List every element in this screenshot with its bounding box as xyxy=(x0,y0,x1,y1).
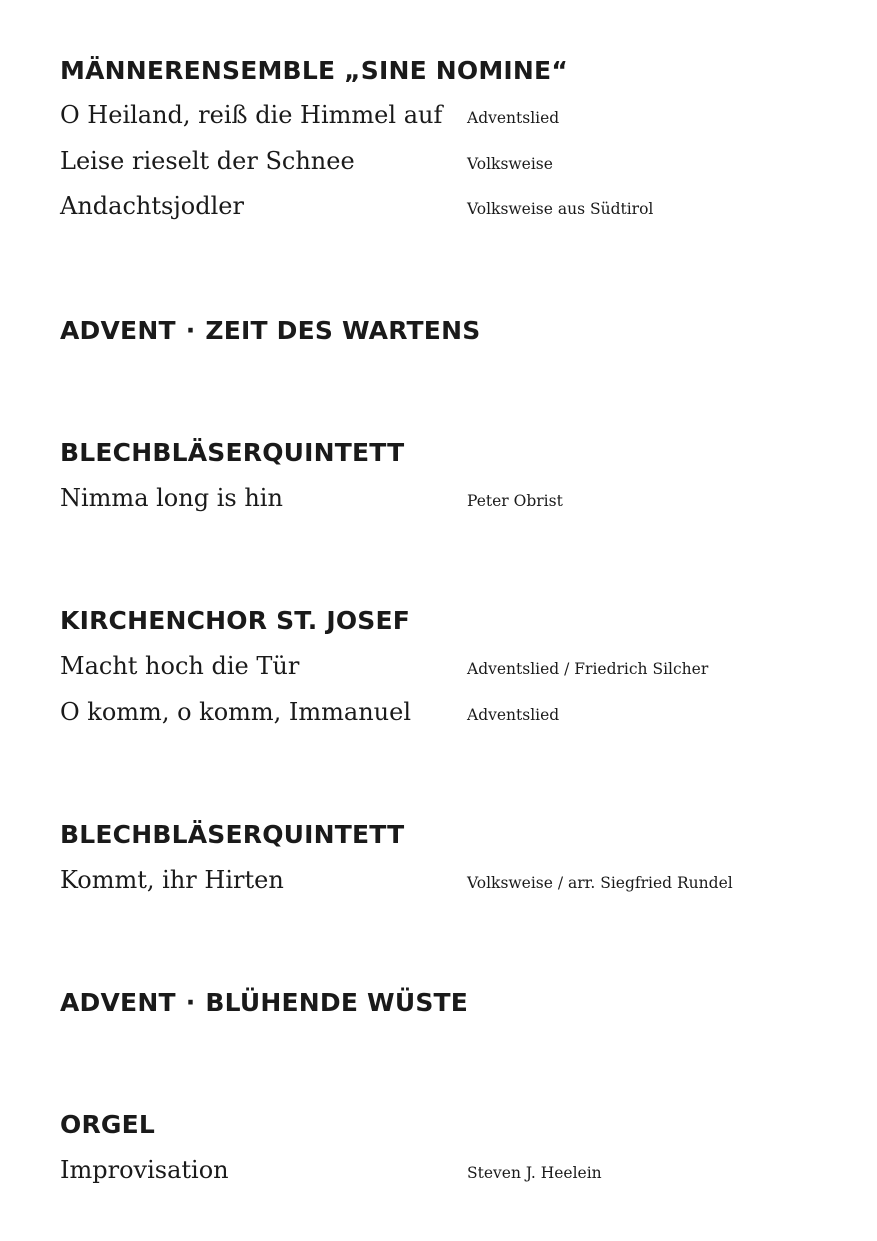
piece-composer: Adventslied / Friedrich Silcher xyxy=(467,660,709,678)
program-item xyxy=(60,865,840,911)
piece-title: Improvisation xyxy=(60,1156,229,1184)
program-item xyxy=(60,651,840,697)
program-section-blechblaeser-1 xyxy=(60,438,840,529)
section-heading: BLECHBLÄSERQUINTETT xyxy=(60,820,405,849)
program-item xyxy=(60,146,840,192)
program-section-kirchenchor xyxy=(60,606,840,742)
program-section-orgel xyxy=(60,1110,840,1201)
section-heading: MÄNNERENSEMBLE „SINE NOMINE“ xyxy=(60,56,568,85)
piece-title: O komm, o komm, Immanuel xyxy=(60,697,412,726)
piece-title: Andachtsjodler xyxy=(60,192,244,220)
piece-composer: Peter Obrist xyxy=(467,492,563,510)
piece-composer: Steven J. Heelein xyxy=(467,1164,602,1182)
section-heading xyxy=(60,988,840,1018)
separator-dot: · xyxy=(185,316,196,345)
program-item xyxy=(60,697,840,743)
piece-composer: Adventslied xyxy=(467,109,560,127)
heading-part-b: BLÜHENDE WÜSTE xyxy=(205,988,469,1017)
program-item xyxy=(60,100,840,146)
piece-title: Kommt, ihr Hirten xyxy=(60,866,284,894)
piece-title: O Heiland, reiß die Himmel auf xyxy=(60,101,443,129)
heading-part-a: ADVENT xyxy=(60,316,176,345)
program-section-maennerensemble xyxy=(60,56,840,237)
piece-composer: Adventslied xyxy=(467,705,560,724)
section-heading: KIRCHENCHOR ST. JOSEF xyxy=(60,606,411,635)
piece-composer: Volksweise xyxy=(467,154,553,173)
heading-part-a: ADVENT xyxy=(60,988,176,1017)
program-section-blechblaeser-2 xyxy=(60,820,840,911)
piece-composer: Volksweise aus Südtirol xyxy=(467,200,654,218)
piece-title: Macht hoch die Tür xyxy=(60,652,300,680)
program-section-advent-wartens xyxy=(60,316,840,346)
piece-title: Leise rieselt der Schnee xyxy=(60,146,355,175)
piece-title: Nimma long is hin xyxy=(60,484,283,512)
piece-composer: Volksweise / arr. Siegfried Rundel xyxy=(467,874,733,892)
program-item xyxy=(60,1155,840,1201)
program-item xyxy=(60,191,840,237)
separator-dot: · xyxy=(185,988,196,1017)
section-heading xyxy=(60,316,840,346)
section-heading: BLECHBLÄSERQUINTETT xyxy=(60,438,405,467)
program-item xyxy=(60,483,840,529)
heading-part-b: ZEIT DES WARTENS xyxy=(205,316,481,345)
program-section-advent-wueste xyxy=(60,988,840,1018)
section-heading: ORGEL xyxy=(60,1110,156,1139)
